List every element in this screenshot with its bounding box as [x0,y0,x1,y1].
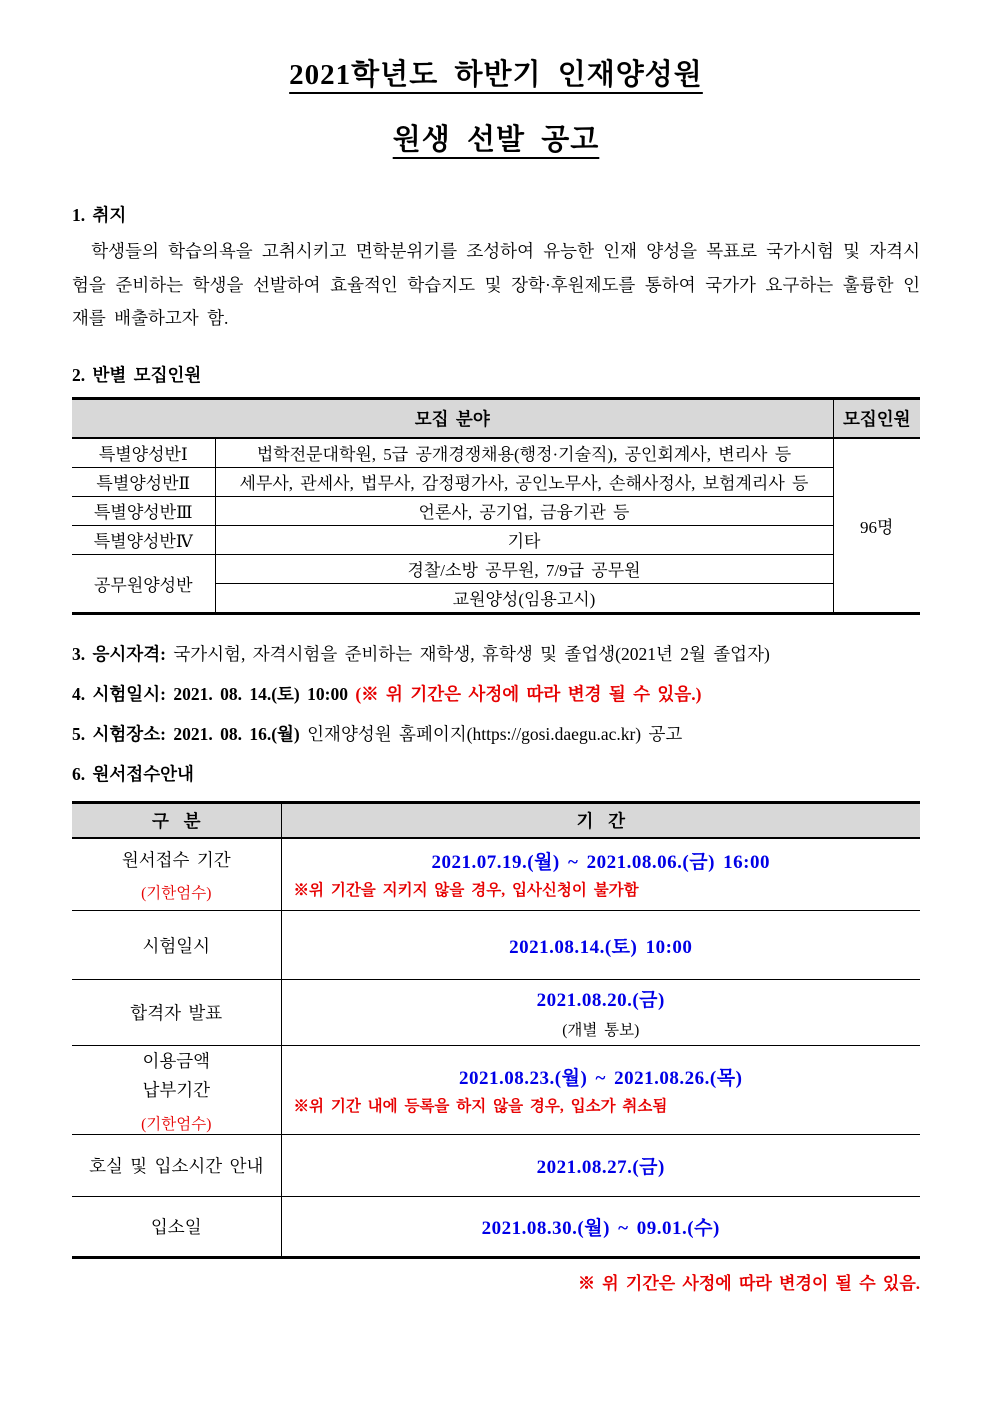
class-name: 특별양성반Ⅰ [98,445,188,465]
apply-header-period: 기 간 [281,802,920,838]
table-row [72,467,920,496]
period-date: 2021.07.19.(월) ~ 2021.08.06.(금) 16:00 [431,852,770,874]
period-note: ※위 기간을 지키지 않을 경우, 입사신청이 불가함 [293,882,639,900]
exam-place-text: 인재양성원 홈페이지(https://gosi.daegu.ac.kr) 공고 [307,723,683,744]
row-period [281,1135,920,1197]
row-category [72,1046,281,1135]
table-row [72,525,920,554]
eligibility-text: 국가시험, 자격시험을 준비하는 재학생, 휴학생 및 졸업생(2021년 2월 졸업자) [173,643,770,664]
apply-heading: 6. 원서접수안내 [72,763,194,784]
period-date: 2021.08.23.(월) ~ 2021.08.26.(목) [459,1067,743,1089]
row-period [281,1197,920,1258]
class-name: 공무원양성반 [72,554,215,613]
row-category: 입소일 [72,1197,281,1258]
page-title-line2: 원생 선발 공고 [392,124,600,156]
row-period [281,911,920,980]
class-field: 세무사, 관세사, 법무사, 감정평가사, 공인노무사, 손해사정사, 보험계리사 등 [215,467,833,496]
category-label-line2: 납부기간 [142,1080,211,1101]
page-title-line1: 2021학년도 하반기 인재양성원 [289,59,703,91]
period-sub-note: (개별 통보) [562,1022,640,1040]
period-date: 2021.08.20.(금) [536,990,665,1012]
recruit-header-field: 모집 분야 [72,398,833,438]
recruit-table [72,397,920,615]
period-date: 2021.08.14.(토) 10:00 [509,936,693,958]
section-recruit [72,362,920,615]
section-eligibility [72,641,920,666]
class-name: 특별양성반Ⅱ [72,467,215,496]
category-label: 원서접수 기간 [121,849,231,870]
recruit-header-row [72,398,920,438]
table-row-result-announcement [72,980,920,1046]
period-note: ※위 기간 내에 등록을 하지 않을 경우, 입소가 취소됨 [293,1097,668,1115]
eligibility-label: 3. 응시자격: [72,643,166,664]
category-note: (기한엄수) [141,885,212,903]
section-exam-place [72,721,920,746]
class-field: 경찰/소방 공무원, 7/9급 공무원 [215,554,833,583]
table-row [72,496,920,525]
table-row-application-period [72,838,920,911]
table-row [72,438,920,468]
row-category [72,838,281,911]
section-purpose [72,202,920,336]
class-name: 특별양성반Ⅲ [72,496,215,525]
category-label-line1: 이용금액 [142,1050,211,1071]
class-field: 교원양성(임용고시) [215,583,833,613]
table-row [72,554,920,583]
section-apply-heading [72,761,920,786]
recruit-heading: 2. 반별 모집인원 [72,364,202,385]
class-field: 법학전문대학원, 5급 공개경쟁채용(행정·기술직), 공인회계사, 변리사 등 [215,438,833,468]
period-date: 2021.08.27.(금) [536,1157,665,1179]
row-period [281,838,920,911]
purpose-heading: 1. 취지 [72,205,127,225]
apply-table [72,801,920,1260]
row-category: 합격자 발표 [72,980,281,1046]
row-category: 호실 및 입소시간 안내 [72,1135,281,1197]
class-field: 기타 [215,525,833,554]
apply-header-row [72,802,920,838]
row-period [281,1046,920,1135]
document-title [72,52,920,158]
table-row-move-in [72,1197,920,1258]
period-date: 2021.08.30.(월) ~ 09.01.(수) [481,1218,720,1240]
table-row-room-info [72,1135,920,1197]
table-row-fee-payment [72,1046,920,1135]
exam-datetime-note: (※ 위 기간은 사정에 따라 변경 될 수 있음.) [355,683,702,704]
footer-change-note: ※ 위 기간은 사정에 따라 변경이 될 수 있음. [577,1274,920,1294]
row-category: 시험일시 [72,911,281,980]
table-row-exam-datetime [72,911,920,980]
row-period [281,980,920,1046]
recruit-header-count: 모집인원 [833,398,920,438]
purpose-body: 학생들의 학습의욕을 고취시키고 면학분위기를 조성하여 유능한 인재 양성을 목표로 국가시험 및 자격시험을 준비하는 학생을 선발하여 효율적인 학습지도 및 장학·후원제도를 통하여 국가가 요구하는 훌륭한 인재를 배출하고자 함. [72,241,920,329]
recruit-total-count: 96명 [833,438,920,614]
class-name: 특별양성반Ⅳ [72,525,215,554]
exam-place-label: 5. 시험장소: 2021. 08. 16.(월) [72,723,300,744]
exam-datetime-label: 4. 시험일시: 2021. 08. 14.(토) 10:00 [72,683,348,704]
category-note: (기한엄수) [141,1116,212,1134]
section-exam-datetime [72,681,920,706]
class-field: 언론사, 공기업, 금융기관 등 [215,496,833,525]
apply-header-category: 구 분 [72,802,281,838]
